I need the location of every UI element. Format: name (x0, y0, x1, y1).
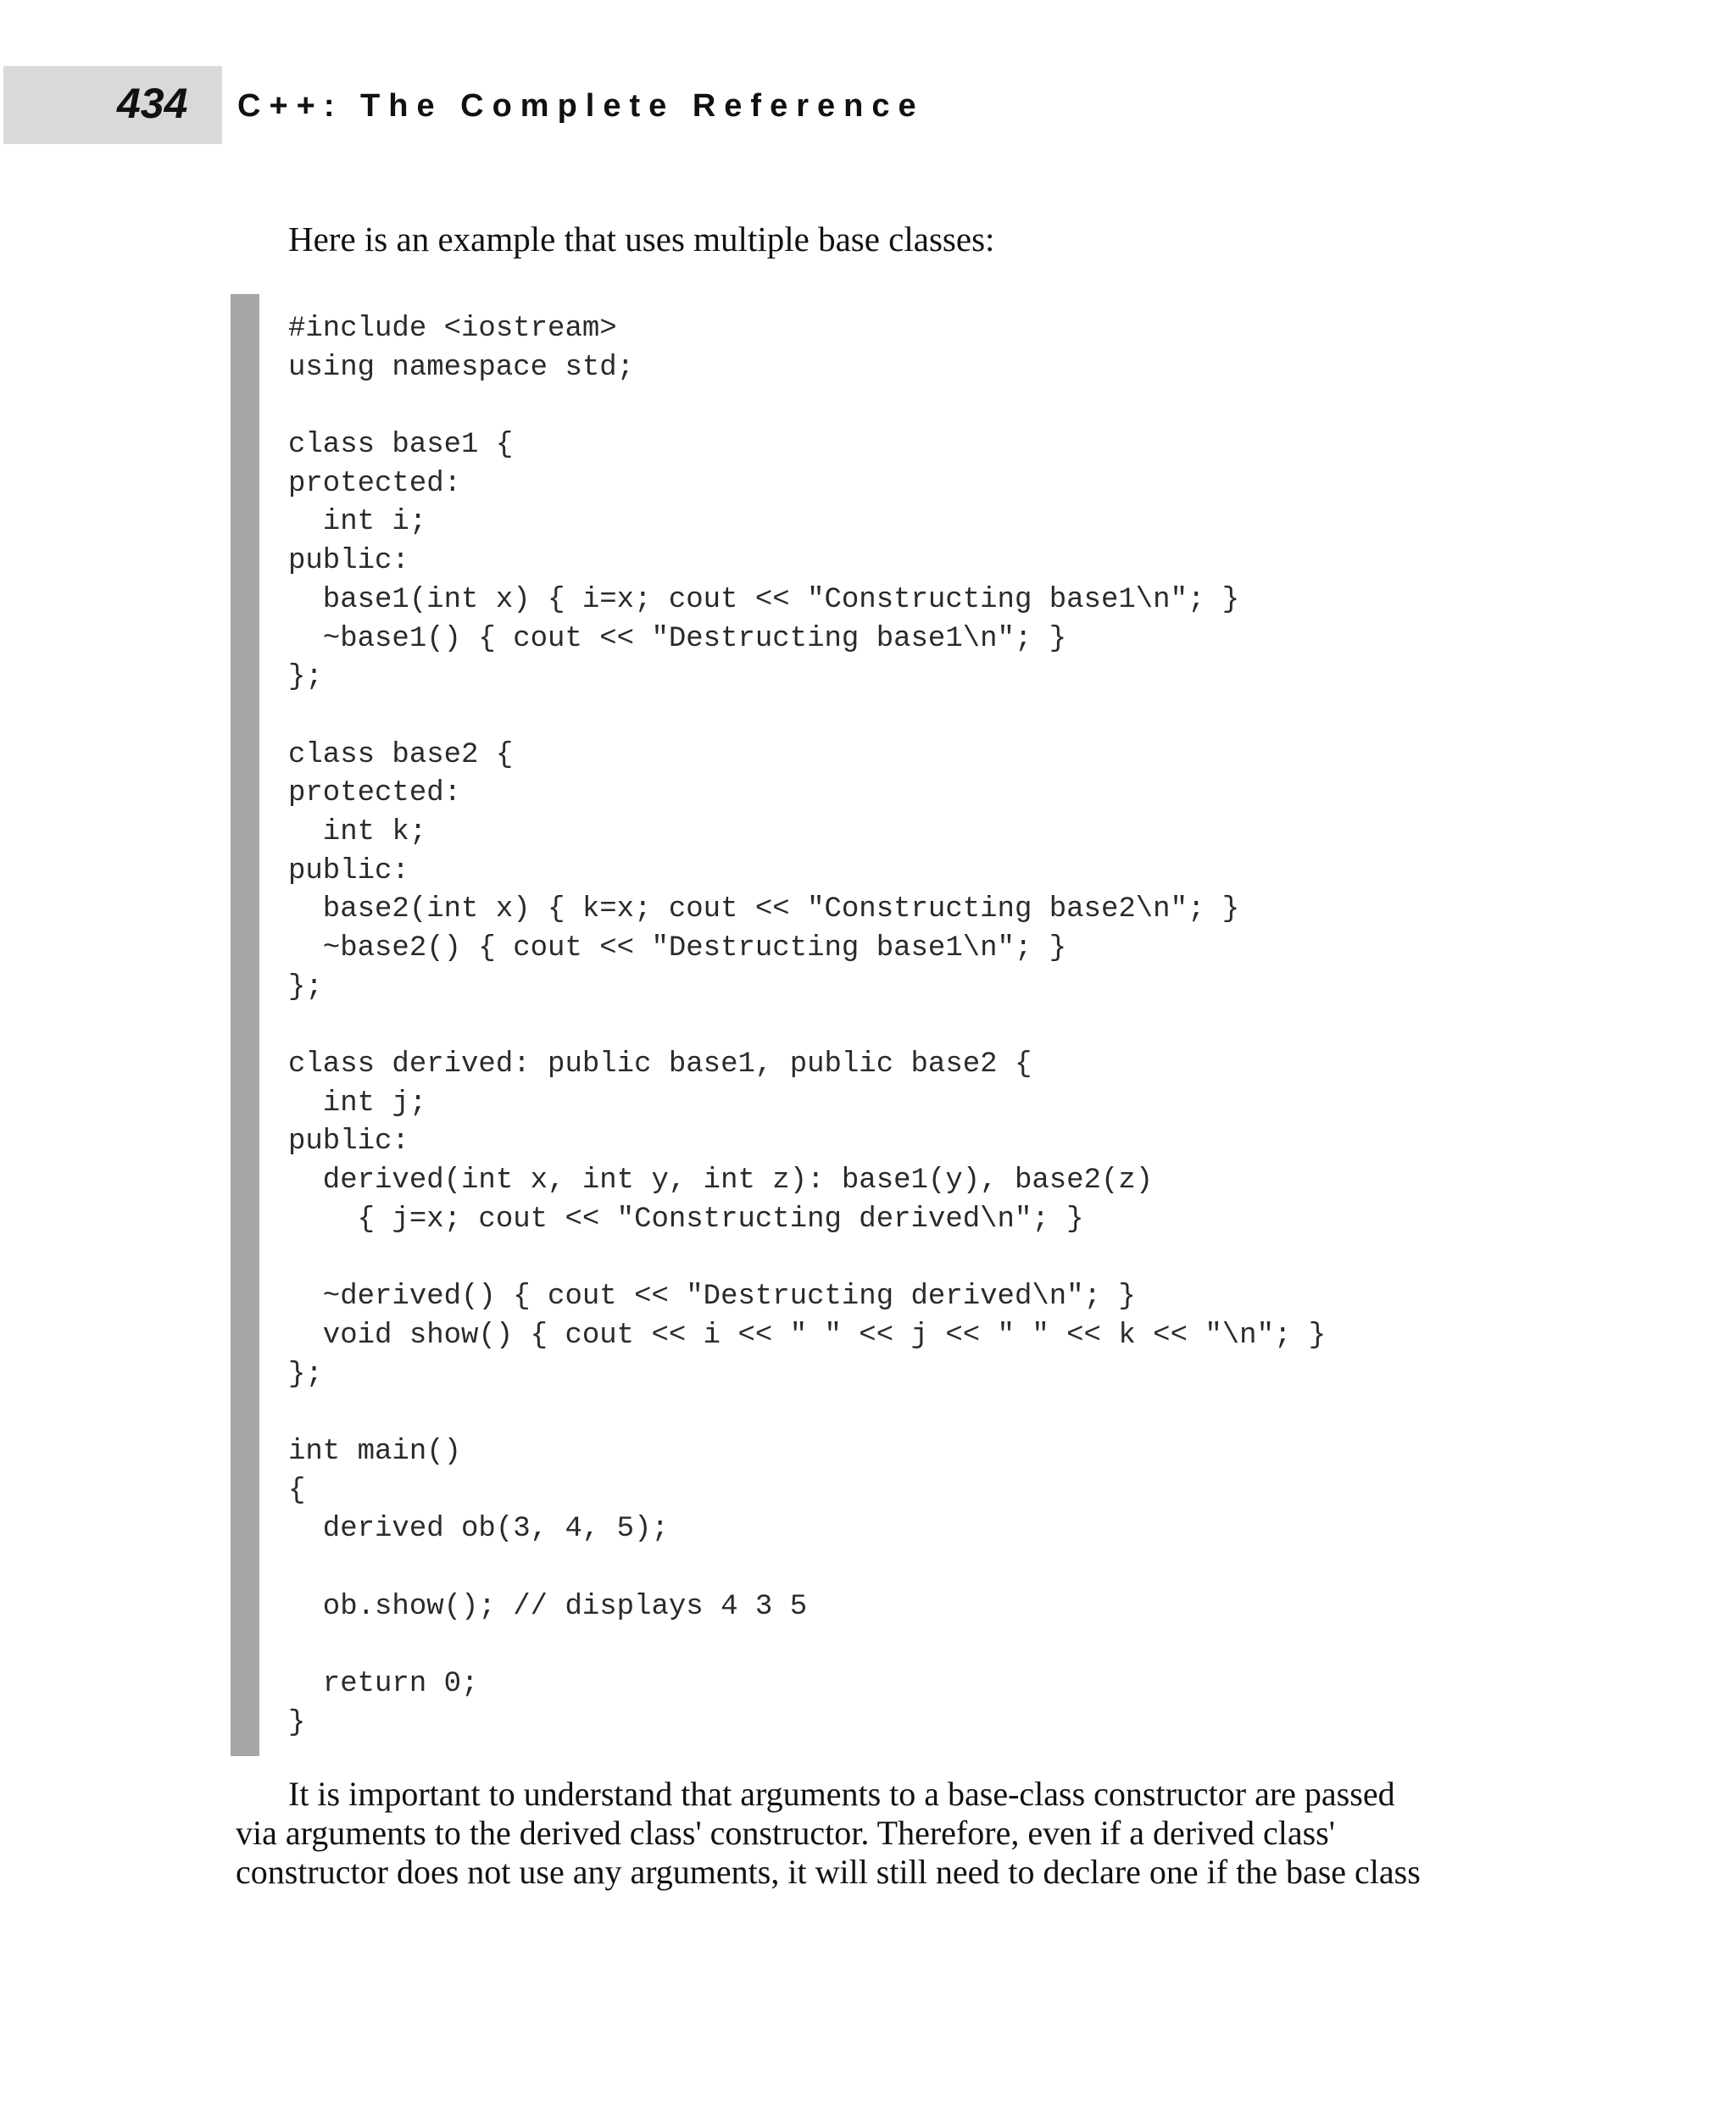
code-line (288, 1549, 1326, 1588)
code-line: }; (288, 661, 323, 694)
code-line (288, 1394, 1326, 1433)
code-line: base1(int x) { i=x; cout << "Constructing base1\n"; } (288, 583, 1240, 616)
code-line: ob.show(); // displays 4 3 5 (288, 1590, 808, 1623)
code-line: int k; (288, 815, 427, 848)
code-line: int i; (288, 506, 427, 539)
intro-sentence: Here is an example that uses multiple base classes: (288, 220, 995, 259)
code-line: ~base1() { cout << "Destructing base1\n"; } (288, 622, 1067, 655)
code-line: derived ob(3, 4, 5); (288, 1513, 669, 1546)
body-paragraph (236, 1775, 1507, 1892)
code-line (288, 1007, 1326, 1046)
code-line: public: (288, 1126, 409, 1159)
code-listing (288, 310, 1326, 1743)
paragraph-line: via arguments to the derived class' constructor. Therefore, even if a derived class' (236, 1814, 1335, 1852)
running-header-title: C++: The Complete Reference (237, 88, 925, 124)
code-line: derived(int x, int y, int z): base1(y), base2(z) (288, 1165, 1154, 1198)
page-number: 434 (117, 80, 188, 127)
paragraph-line: constructor does not use any arguments, it will still need to declare one if the base class (236, 1853, 1421, 1891)
code-line: { (288, 1474, 306, 1507)
code-line: { j=x; cout << "Constructing derived\n"; } (288, 1203, 1084, 1236)
paragraph-line: It is important to understand that arguments to a base-class constructor are passed (288, 1775, 1395, 1813)
code-line: class base1 { (288, 429, 514, 462)
code-listing-sidebar-bar (231, 294, 259, 1756)
code-line (288, 1626, 1326, 1665)
code-line: ~base2() { cout << "Destructing base1\n"; } (288, 932, 1067, 965)
code-line: }; (288, 970, 323, 1003)
code-line: public: (288, 854, 409, 887)
code-line (288, 1240, 1326, 1279)
code-line: public: (288, 545, 409, 578)
code-line: class derived: public base1, public base2 { (288, 1048, 1032, 1081)
code-line: }; (288, 1358, 323, 1391)
code-line (288, 387, 1326, 426)
page-number-tab (3, 66, 222, 144)
code-line: return 0; (288, 1668, 479, 1701)
code-line: int main() (288, 1435, 462, 1468)
code-line: void show() { cout << i << " " << j << " " << k << "\n"; } (288, 1319, 1327, 1352)
code-line: int j; (288, 1087, 427, 1120)
code-line: #include <iostream> (288, 313, 617, 345)
code-line: base2(int x) { k=x; cout << "Constructing base2\n"; } (288, 893, 1240, 926)
code-line: } (288, 1706, 306, 1739)
code-line: protected: (288, 777, 462, 810)
code-line: ~derived() { cout << "Destructing derived\n"; } (288, 1281, 1136, 1314)
code-line: using namespace std; (288, 351, 635, 384)
code-line (288, 698, 1326, 737)
code-line: protected: (288, 467, 462, 500)
code-line: class base2 { (288, 738, 514, 771)
